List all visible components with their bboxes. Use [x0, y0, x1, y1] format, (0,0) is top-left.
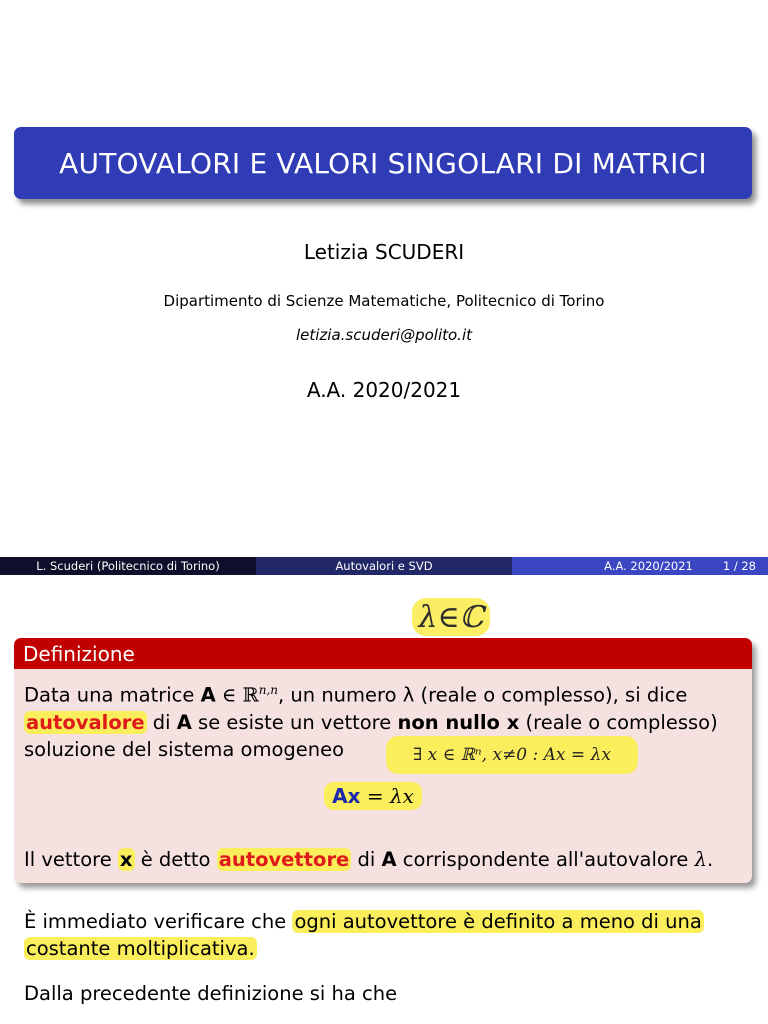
- definition-body: [14, 669, 752, 763]
- academic-year: A.A. 2020/2021: [306, 378, 462, 402]
- author-email: letizia.scuderi@polito.it: [295, 326, 472, 344]
- definition-line-2: autovalore di A se esiste un vettore non nullo x (reale o complesso): [26, 710, 718, 734]
- definition-block: [14, 638, 752, 883]
- slide-footer: [0, 557, 768, 575]
- handwritten-equation-annotation: ∃ x ∈ ℝⁿ, x≠0 : Ax = λx: [386, 736, 638, 774]
- author-name: Letizia SCUDERI: [303, 240, 465, 264]
- eigen-equation: Ax = λx: [14, 784, 732, 808]
- footer-page-number: 1 / 28: [722, 559, 756, 573]
- footer-year: A.A. 2020/2021: [604, 559, 693, 573]
- paragraph-immediate: È immediato verificare che ogni autovettore è definito a meno di una: [24, 910, 702, 933]
- footer-author: L. Scuderi (Politecnico di Torino): [0, 557, 256, 575]
- keyword-autovettore: autovettore: [218, 848, 350, 871]
- footer-topic: Autovalori e SVD: [256, 557, 512, 575]
- slide-title: AUTOVALORI E VALORI SINGOLARI DI MATRICI: [14, 127, 752, 199]
- definition-line-1: Data una matrice A ∈ ℝ$^{n,n}$, un numero λ (reale o complesso), si dice: [24, 683, 688, 707]
- definition-title: Definizione: [14, 638, 752, 669]
- definition-line-3: soluzione del sistema omogeneo: [24, 737, 345, 761]
- department: Dipartimento di Scienze Matematiche, Politecnico di Torino: [163, 292, 605, 310]
- definition-eigenvector-line: Il vettore x è detto autovettore di A corrispondente all'autovalore λ.: [24, 848, 714, 871]
- footer-info: [512, 557, 768, 575]
- keyword-autovalore: autovalore: [26, 710, 145, 734]
- handwritten-lambda-annotation: λ∈ℂ: [412, 598, 490, 636]
- paragraph-definition-follows: Dalla precedente definizione si ha che: [24, 982, 398, 1005]
- paragraph-constant: costante moltiplicativa.: [26, 937, 255, 960]
